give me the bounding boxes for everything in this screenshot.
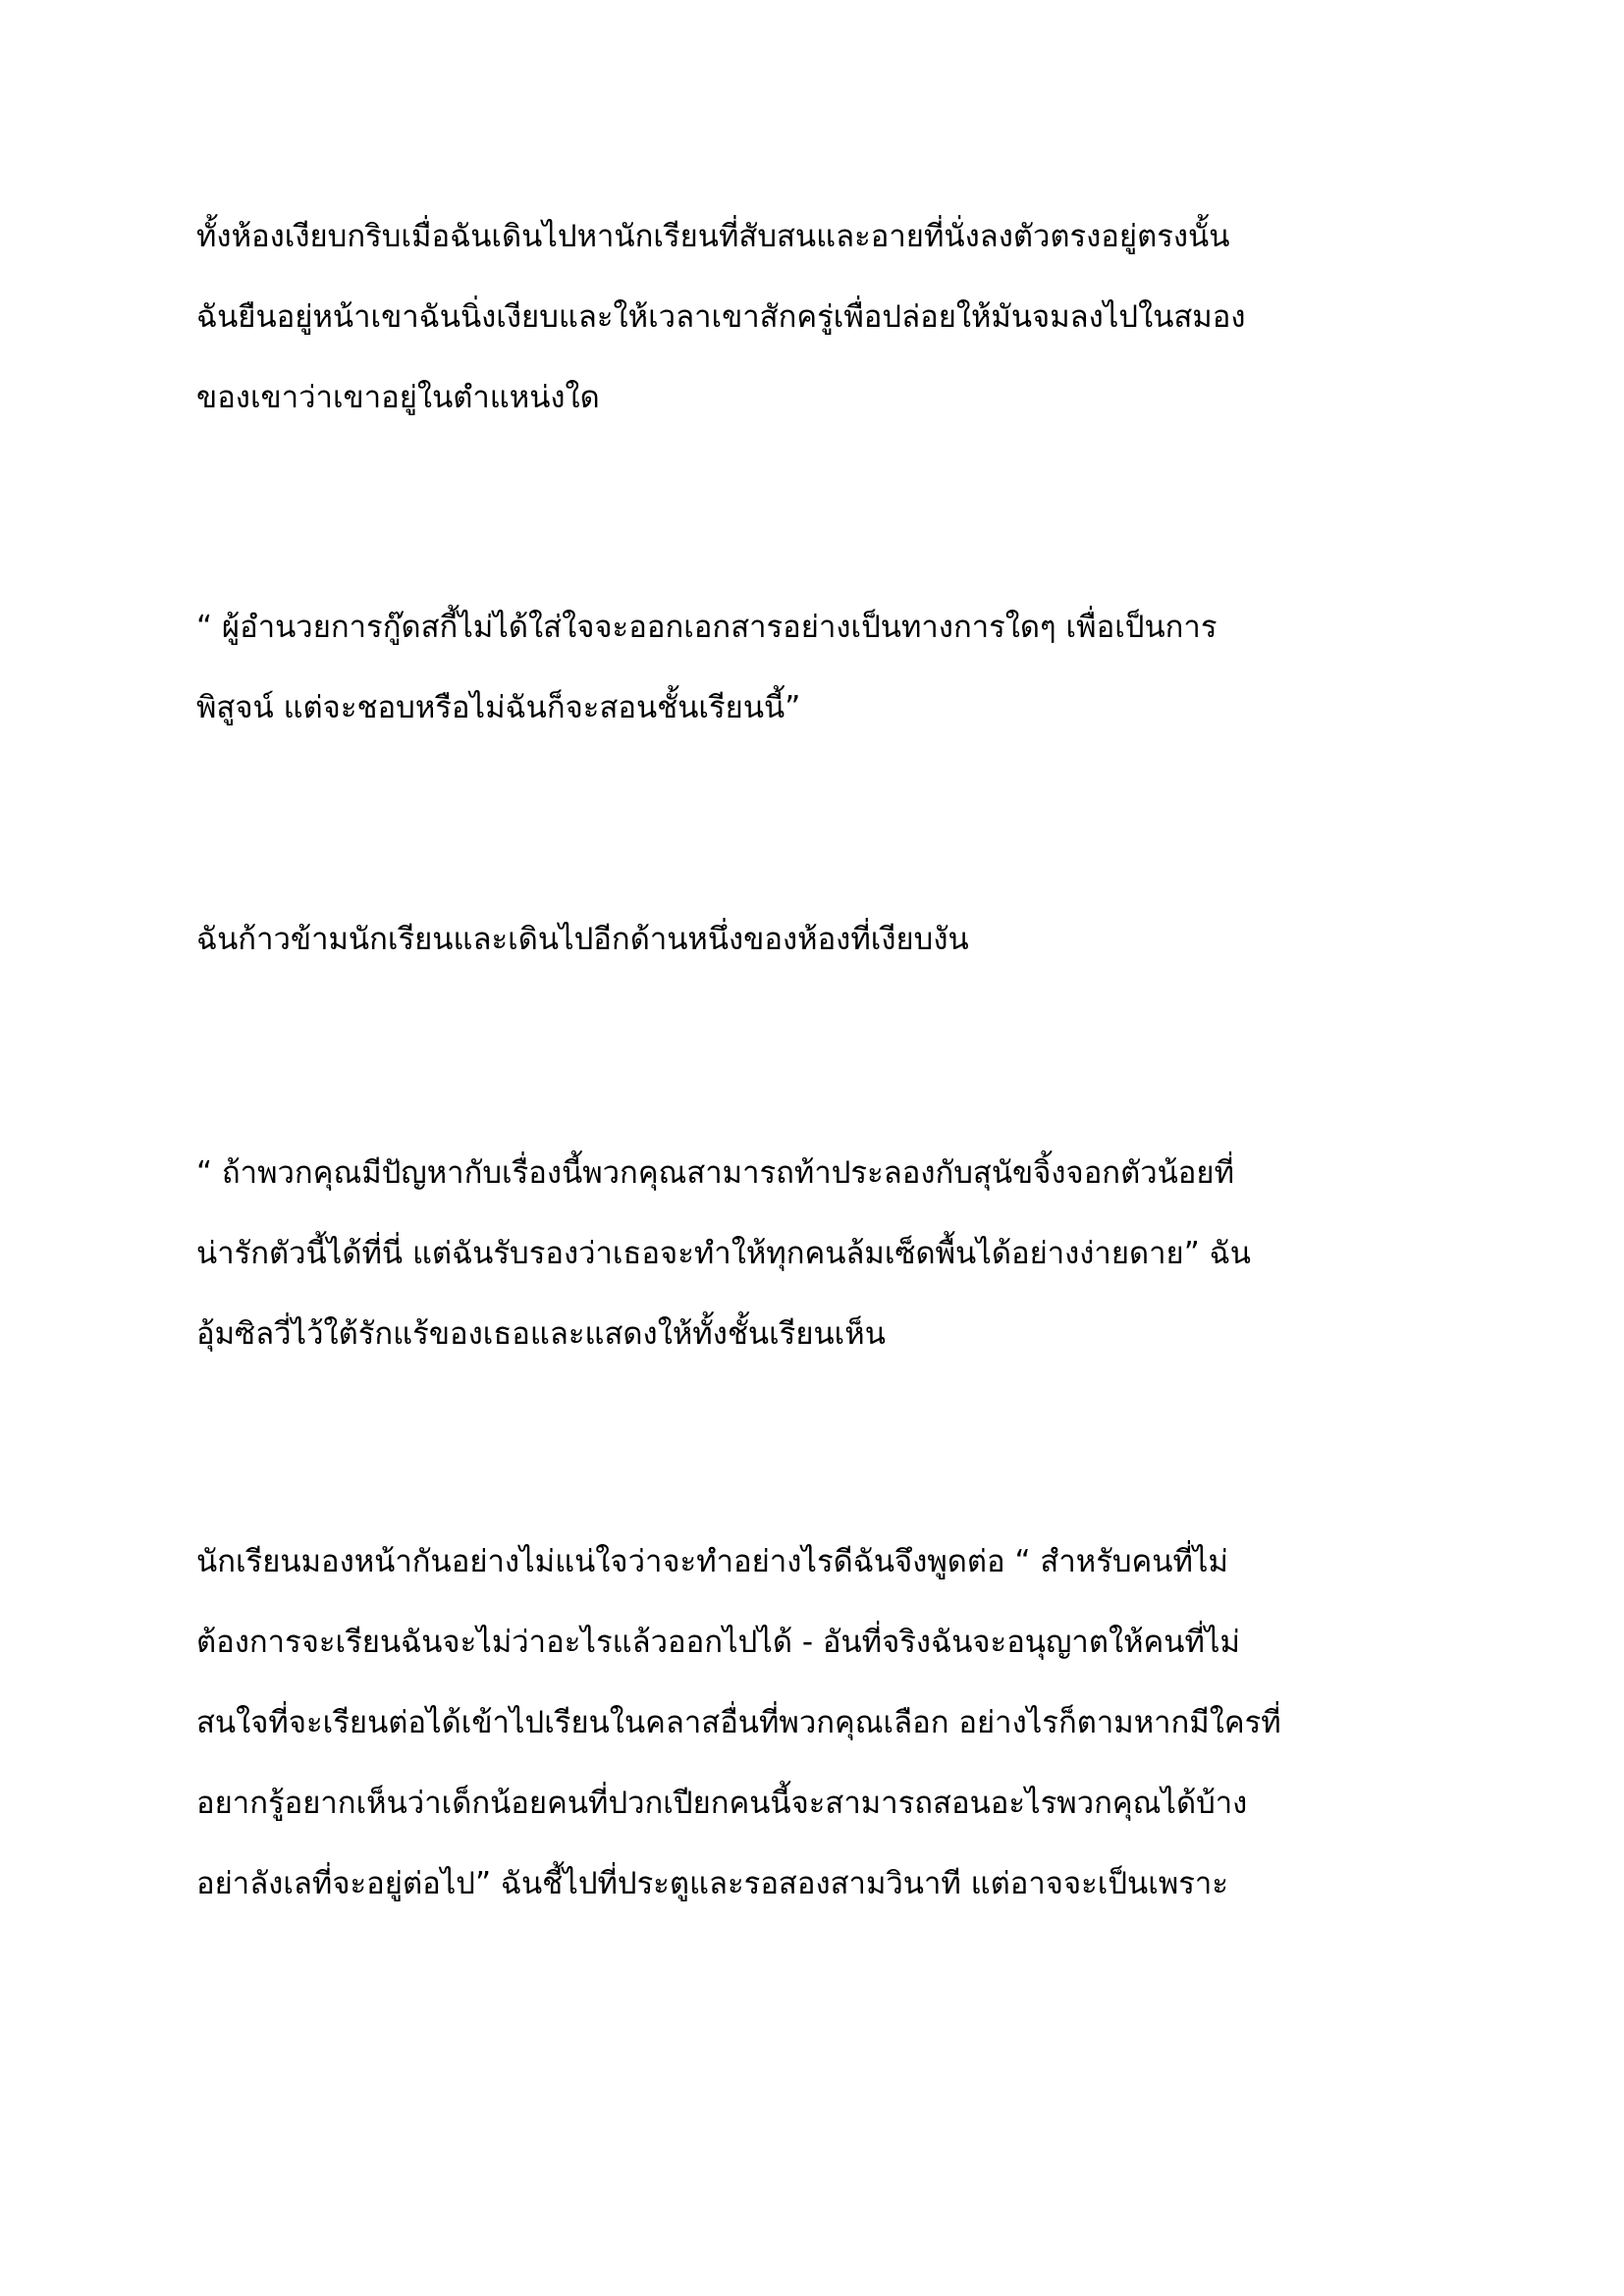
text-line: “ ถ้าพวกคุณมีปัญหากับเรื่องนี้พวกคุณสามารถท้าประลองกับสุนัขจิ้งจอกตัวน้อยที่ xyxy=(196,1155,1235,1191)
paragraph-4 xyxy=(196,1133,1463,1374)
text-line: ทั้งห้องเงียบกริบเมื่อฉันเดินไปหานักเรียนที่สับสนและอายที่นั่งลงตัวตรงอยู่ตรงนั้น xyxy=(196,219,1230,254)
paragraph-5 xyxy=(196,1522,1463,1924)
text-line: อุ้มซิลวี่ไว้ใต้รักแร้ของเธอและแสดงให้ทั้งชั้นเรียนเห็น xyxy=(196,1316,886,1352)
text-line: น่ารักตัวนี้ได้ที่นี่ แต่ฉันรับรองว่าเธอจะทำให้ทุกคนล้มเซ็ดพื้นได้อย่างง่ายดาย” ฉัน xyxy=(196,1236,1251,1271)
text-line: อยากรู้อยากเห็นว่าเด็กน้อยคนที่ปวกเปียกคนนี้จะสามารถสอนอะไรพวกคุณได้บ้าง xyxy=(196,1786,1248,1821)
paragraph-3 xyxy=(196,899,1463,980)
text-line: ต้องการจะเรียนฉันจะไม่ว่าอะไรแล้วออกไปได้ - อันที่จริงฉันจะอนุญาตให้คนที่ไม่ xyxy=(196,1625,1240,1660)
paragraph-1 xyxy=(196,196,1463,438)
text-line: “ ผู้อำนวยการกู๊ดสกี้ไม่ได้ใส่ใจจะออกเอกสารอย่างเป็นทางการใดๆ เพื่อเป็นการ xyxy=(196,610,1218,645)
text-line: ของเขาว่าเขาอยู่ในตำแหน่งใด xyxy=(196,380,600,415)
text-line: สนใจที่จะเรียนต่อได้เข้าไปเรียนในคลาสอื่นที่พวกคุณเลือก อย่างไรก็ตามหากมีใครที่ xyxy=(196,1705,1281,1740)
text-line: ฉันยืนอยู่หน้าเขาฉันนิ่งเงียบและให้เวลาเขาสักครู่เพื่อปล่อยให้มันจมลงไปในสมอง xyxy=(196,299,1246,335)
text-line: อย่าลังเลที่จะอยู่ต่อไป” ฉันชี้ไปที่ประตูและรอสองสามวินาที แต่อาจจะเป็นเพราะ xyxy=(196,1866,1228,1901)
paragraph-2 xyxy=(196,587,1463,748)
text-line: ฉันก้าวข้ามนักเรียนและเดินไปอีกด้านหนึ่งของห้องที่เงียบงัน xyxy=(196,922,969,957)
text-line: พิสูจน์ แต่จะชอบหรือไม่ฉันก็จะสอนชั้นเรียนนี้” xyxy=(196,690,801,725)
text-line: นักเรียนมองหน้ากันอย่างไม่แน่ใจว่าจะทำอย่างไรดีฉันจึงพูดต่อ “ สำหรับคนที่ไม่ xyxy=(196,1544,1228,1579)
